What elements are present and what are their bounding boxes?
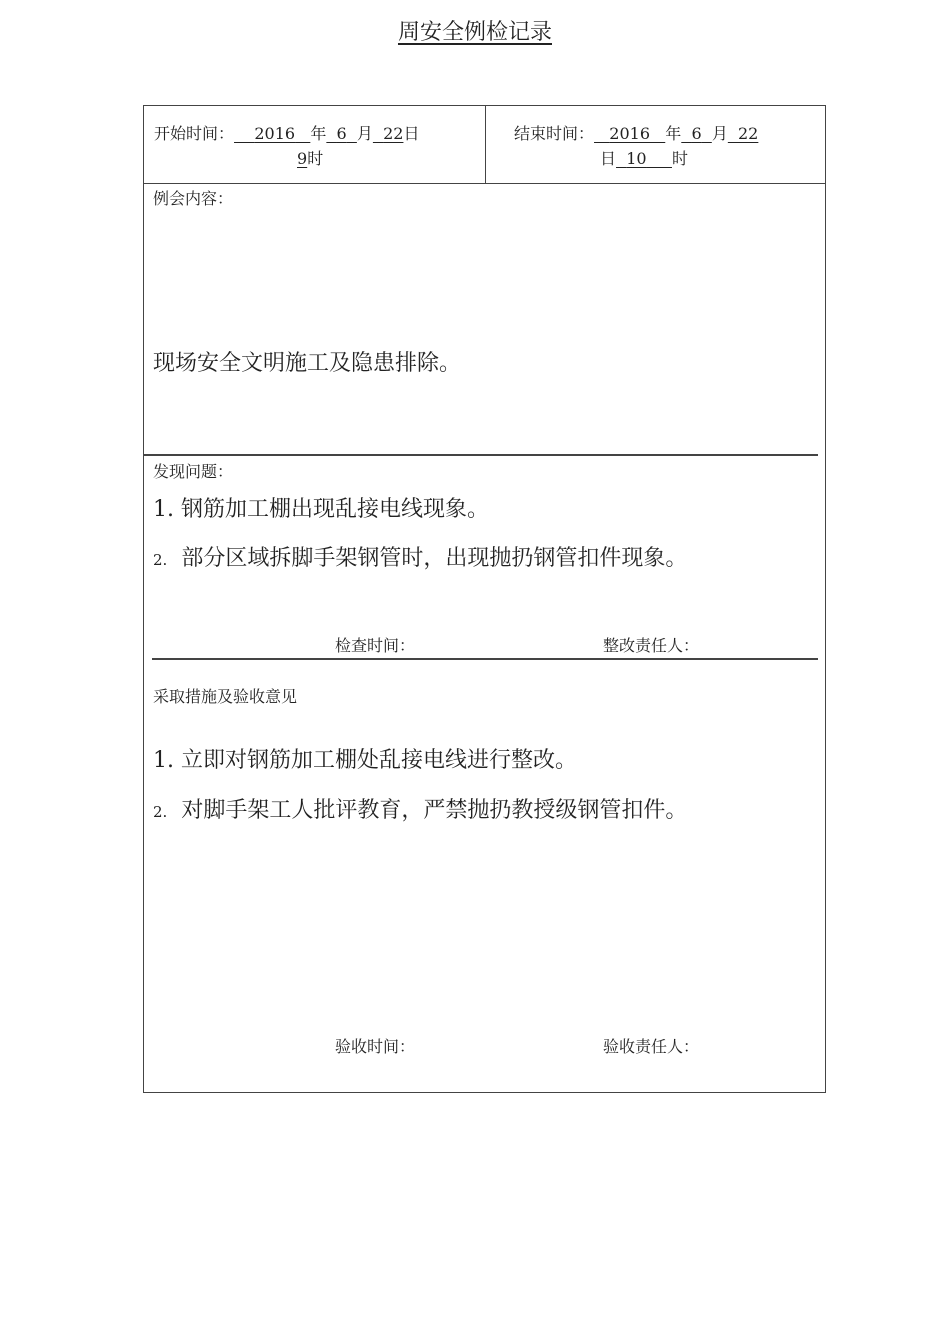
accept-person-label: 验收责任人： [603,1037,700,1056]
section-divider [152,658,818,660]
accept-time-label: 验收时间： [335,1037,416,1056]
check-time-label: 检查时间： [335,636,416,655]
end-hour: 10 [626,149,647,168]
problem-item-text: 钢筋加工棚出现乱接电线现象。 [181,497,490,522]
start-time [154,121,479,171]
end-time-label: 结束时间： [514,124,595,143]
problem-item [153,544,687,575]
start-hour-unit: 时 [307,149,324,168]
start-year-unit: 年 [310,124,327,143]
meeting-content-label: 例会内容： [153,189,234,208]
measures-label: 采取措施及验收意见 [153,687,298,706]
end-year-unit: 年 [665,124,682,143]
problems-label: 发现问题： [153,462,234,481]
end-month: 6 [691,124,702,143]
measure-item-number: 1. [153,748,174,773]
measure-item [153,746,577,776]
measure-item-text: 立即对钢筋加工棚处乱接电线进行整改。 [181,748,578,773]
meeting-content-text: 现场安全文明施工及隐患排除。 [153,351,462,376]
page-title: 周安全例检记录 [397,20,552,45]
measure-item-number: 2. [153,803,168,821]
end-day: 22 [738,124,759,143]
column-divider [485,106,486,183]
start-time-label: 开始时间： [154,124,235,143]
start-hour: 9 [297,149,308,168]
problem-item [153,495,489,525]
problem-item-text: 部分区域拆脚手架钢管时，出现抛扔钢管扣件现象。 [181,546,688,571]
end-month-unit: 月 [711,124,728,143]
end-time [514,121,814,171]
section-divider [144,454,818,456]
inspection-form [143,105,826,1093]
start-month-unit: 月 [356,124,373,143]
measure-item-text: 对脚手架工人批评教育，严禁抛扔教授级钢管扣件。 [181,798,688,823]
time-row [144,106,825,184]
end-hour-unit: 时 [671,149,688,168]
problem-item-number: 2. [153,551,168,569]
start-year: 2016 [254,124,296,143]
measure-item [153,796,687,827]
end-year: 2016 [609,124,650,143]
start-month: 6 [336,124,347,143]
start-day-unit: 日 [403,124,420,143]
start-day: 22 [383,124,404,143]
rectify-person-label: 整改责任人： [603,636,700,655]
end-day-unit: 日 [600,149,617,168]
problem-item-number: 1. [153,497,174,522]
